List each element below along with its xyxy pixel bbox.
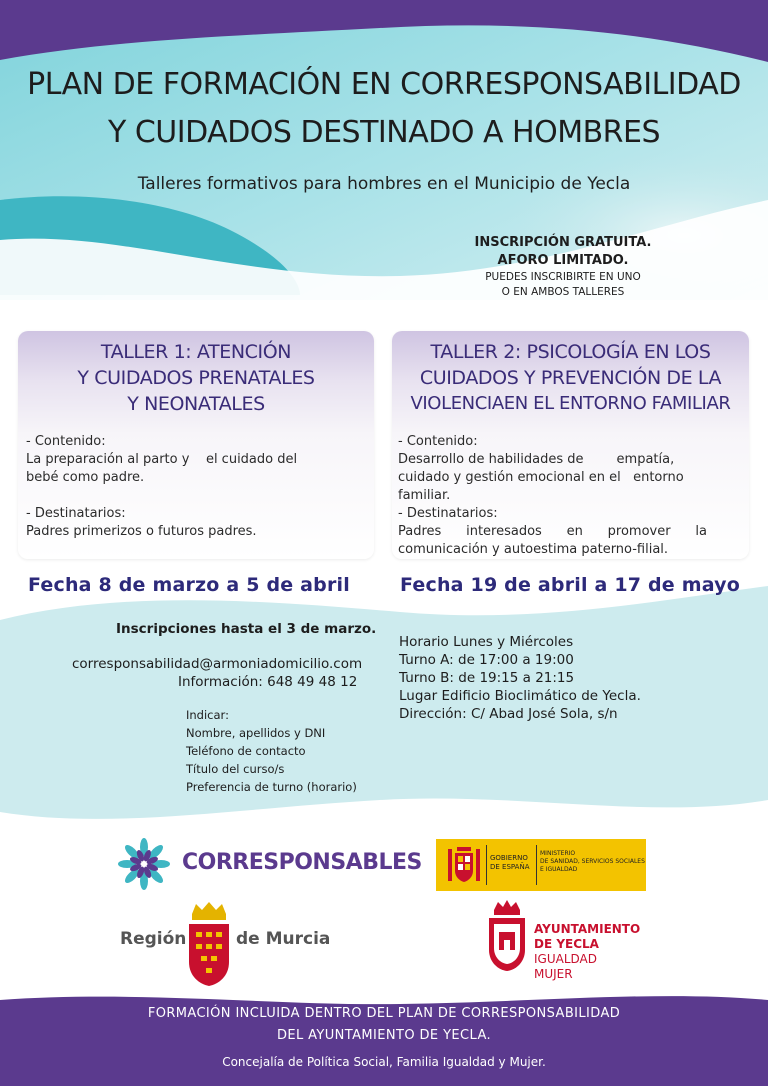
yecla-shield-icon bbox=[486, 900, 528, 972]
ministerio-line: E IGUALDAD bbox=[540, 866, 578, 873]
schedule-line: Horario Lunes y Miércoles bbox=[399, 634, 574, 650]
gobierno-espana-logo bbox=[436, 839, 646, 891]
region-murcia-left: Región bbox=[120, 929, 187, 949]
indicate-label: Indicar: bbox=[186, 708, 229, 722]
registration-limited: AFORO LIMITADO. bbox=[497, 253, 629, 268]
workshop2-content-line: Desarrollo de habilidades de empatía, bbox=[398, 452, 675, 467]
ayuntamiento-line: IGUALDAD bbox=[534, 952, 597, 966]
workshop1-date: Fecha 8 de marzo a 5 de abril bbox=[28, 574, 350, 596]
footer-line2: DEL AYUNTAMIENTO DE YECLA. bbox=[276, 1028, 492, 1043]
schedule-line: Turno B: de 19:15 a 21:15 bbox=[399, 670, 575, 686]
registration-hint-2: O EN AMBOS TALLERES bbox=[501, 286, 625, 298]
workshop2-audience-label: - Destinatarios: bbox=[398, 506, 498, 521]
workshop2-title bbox=[392, 331, 749, 417]
footer-line3: Concejalía de Política Social, Familia Igualdad y Mujer. bbox=[222, 1055, 546, 1069]
gobierno-line: GOBIERNO bbox=[490, 854, 528, 862]
workshop1-content-label: - Contenido: bbox=[26, 434, 106, 449]
ayuntamiento-line: DE YECLA bbox=[534, 937, 599, 951]
workshop2-audience-line: Padres interesados en promover la bbox=[398, 524, 707, 539]
gobierno-line: DE ESPAÑA bbox=[490, 863, 530, 871]
registration-deadline: Inscripciones hasta el 3 de marzo. bbox=[116, 621, 377, 637]
registration-hint-1: PUEDES INSCRIBIRTE EN UNO bbox=[485, 271, 641, 283]
indicate-item: Preferencia de turno (horario) bbox=[186, 780, 357, 794]
workshop2-date: Fecha 19 de abril a 17 de mayo bbox=[400, 574, 740, 596]
workshop1-audience-line: Padres primerizos o futuros padres. bbox=[26, 524, 257, 539]
workshop1-content-line: La preparación al parto y el cuidado del bbox=[26, 452, 298, 467]
workshop1-title-line: Y CUIDADOS PRENATALES bbox=[77, 367, 315, 389]
workshop2-content-line: cuidado y gestión emocional en el entorno bbox=[398, 470, 684, 485]
ayuntamiento-line: AYUNTAMIENTO bbox=[534, 922, 641, 936]
workshop2-audience-line: comunicación y autoestima paterno-filial. bbox=[398, 542, 669, 557]
workshop2-card bbox=[392, 331, 749, 559]
murcia-shield-icon bbox=[186, 900, 232, 988]
schedule-line: Dirección: C/ Abad José Sola, s/n bbox=[399, 706, 618, 722]
page-title-line1: PLAN DE FORMACIÓN EN CORRESPONSABILIDAD bbox=[27, 67, 741, 102]
ayuntamiento-line: MUJER bbox=[534, 967, 573, 981]
workshop1-title bbox=[18, 331, 374, 417]
page-title-line2: Y CUIDADOS DESTINADO A HOMBRES bbox=[107, 115, 661, 150]
workshop1-title-line: Y NEONATALES bbox=[127, 393, 265, 415]
page-subtitle: Talleres formativos para hombres en el Municipio de Yecla bbox=[137, 174, 631, 194]
workshop1-title-line: TALLER 1: ATENCIÓN bbox=[100, 341, 292, 363]
corresponsables-logo-text: CORRESPONSABLES bbox=[182, 850, 422, 875]
registration-email[interactable]: corresponsabilidad@armoniadomicilio.com bbox=[72, 656, 363, 672]
workshop2-body bbox=[392, 417, 749, 559]
gobierno-text bbox=[490, 854, 530, 872]
indicate-item: Título del curso/s bbox=[186, 762, 285, 776]
workshop1-body bbox=[18, 417, 374, 541]
indicate-block bbox=[186, 706, 357, 796]
ayuntamiento-yecla-text bbox=[534, 922, 640, 982]
workshop2-title-line: VIOLENCIAEN EL ENTORNO FAMILIAR bbox=[410, 393, 731, 414]
workshop1-audience-label: - Destinatarios: bbox=[26, 506, 126, 521]
workshop2-content-label: - Contenido: bbox=[398, 434, 478, 449]
ministerio-line: MINISTERIO bbox=[540, 850, 576, 857]
schedule-line: Turno A: de 17:00 a 19:00 bbox=[399, 652, 574, 668]
registration-free: INSCRIPCIÓN GRATUITA. bbox=[474, 235, 652, 250]
indicate-item: Teléfono de contacto bbox=[186, 744, 306, 758]
workshop1-content-line: bebé como padre. bbox=[26, 470, 145, 485]
schedule-line: Lugar Edificio Bioclimático de Yecla. bbox=[399, 688, 641, 704]
region-murcia-right: de Murcia bbox=[236, 929, 331, 949]
footer-line1: FORMACIÓN INCLUIDA DENTRO DEL PLAN DE CORRESPONSABILIDAD bbox=[147, 1006, 621, 1021]
spain-coat-of-arms-icon bbox=[446, 845, 482, 885]
workshop2-title-line: TALLER 2: PSICOLOGÍA EN LOS bbox=[430, 341, 711, 363]
workshop1-card bbox=[18, 331, 374, 559]
corresponsables-logo-icon bbox=[116, 836, 172, 892]
workshop2-content-line: familiar. bbox=[398, 488, 451, 503]
ministerio-line: DE SANIDAD, SERVICIOS SOCIALES bbox=[540, 858, 645, 865]
indicate-item: Nombre, apellidos y DNI bbox=[186, 726, 326, 740]
schedule-block bbox=[399, 633, 641, 723]
registration-phone: Información: 648 49 48 12 bbox=[178, 674, 358, 690]
workshop2-title-line: CUIDADOS Y PREVENCIÓN DE LA bbox=[419, 367, 722, 389]
registration-note bbox=[448, 234, 678, 300]
ministerio-text bbox=[540, 850, 645, 874]
